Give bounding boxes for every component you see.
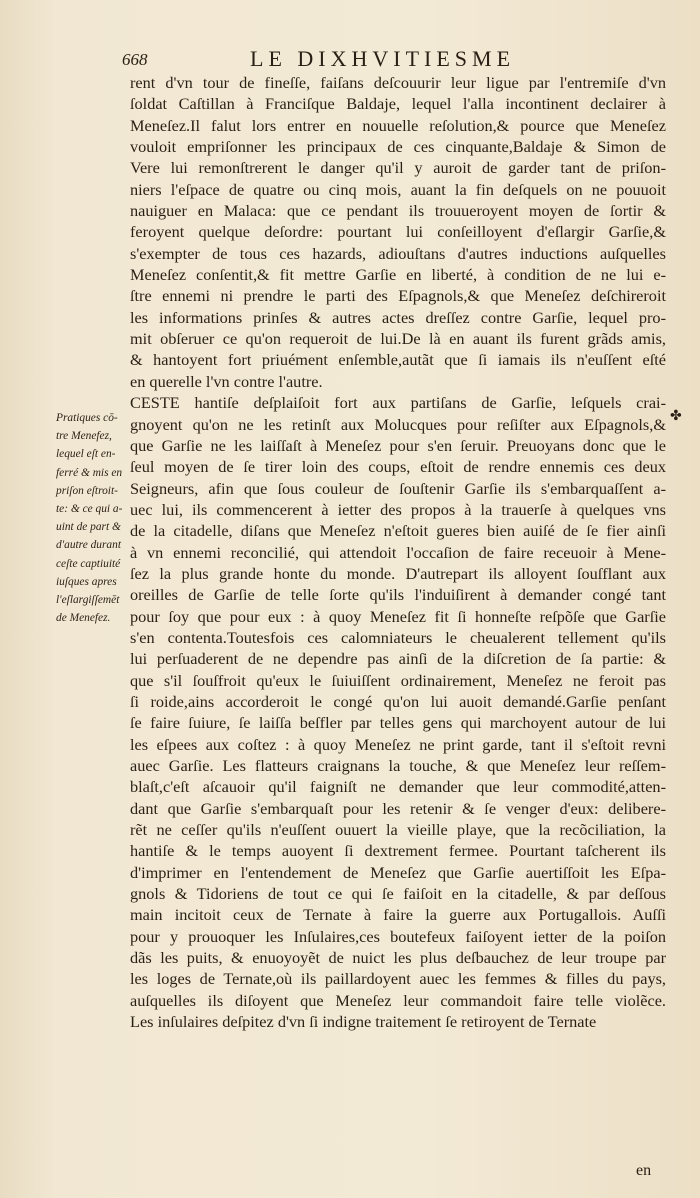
marginal-note-line: ferré & mis en (56, 466, 123, 479)
marginal-note-line: ceſte captiuité (56, 557, 121, 570)
text-line: oreilles de Garſie de telle ſorte qu'ils l'induiſirent à demander congé tant (130, 585, 666, 605)
marginal-note-line: d'autre durant (56, 539, 121, 552)
marginal-note-line: iuſques apres (56, 575, 117, 588)
text-line: dãs les puits, & enuoyoyẽt de nuict les plus deſbauchez de leur troupe par (130, 948, 666, 968)
text-line: s'en contenta.Toutesfois ces calomniateurs le cheualerent tellement qu'ils (130, 627, 666, 647)
marginal-note-line: de Menefez. (56, 612, 111, 625)
text-line: ſoldat Caſtillan à Franciſque Baldaje, lequel l'alla incontinent declairer à (130, 94, 666, 114)
text-line: les informations prinſes & autres actes dreſſez contre Garſie, lequel pro- (130, 307, 666, 327)
running-title: LE DIXHVITIESME (250, 46, 516, 71)
marginal-note-line: uint de part & (56, 521, 121, 534)
body-text (130, 72, 666, 1032)
text-line: CESTE hantiſe deſplaiſoit fort aux partiſans de Garſie, leſquels crai- (130, 393, 666, 413)
text-line: Les inſulaires deſpitez d'vn ſi indigne traitement ſe retiroyent de Ternate (130, 1012, 597, 1032)
marginal-note-line: lequel eſt en- (56, 448, 116, 461)
text-line: vouloit empriſonner les principaux de ces cinquante,Baldaje & Simon de (130, 137, 666, 157)
text-line: que s'il ſouſfroit qu'eux le ſuiuiſſent ordinairement, Meneſez ne feroit pas (130, 670, 666, 690)
catchword: en (636, 1162, 652, 1179)
text-line: blaſt,c'eſt aſcauoir qu'il faigniſt ne demander que leur commodité,atten- (130, 777, 666, 797)
text-line: de la citadelle, diſans que Meneſez n'eſtoit gueres bien auiſé de ſe fier ainſi (130, 521, 666, 541)
text-line: mit obſeruer ce qu'on requeroit de lui.De là en auant ils furent grãds amis, (130, 329, 666, 349)
text-line: nauiguer en Malaca: que ce pendant ils trouueroyent moyen de ſortir & (130, 201, 666, 221)
text-line: feroyent quelque deſordre: pourtant lui conſeilloyent d'eſlargir Garſie,& (130, 222, 666, 242)
text-line: main incitoit ceux de Ternate à faire la guerre aux Portugallois. Auſſi (130, 905, 666, 925)
marginal-note-line: te: & ce qui a- (56, 503, 123, 516)
text-line: s'exempter de tous ces hazards, adiouſtans d'autres inductions auſquelles (130, 243, 666, 263)
text-line: ſeul moyen de ſe tirer loin des coups, eſtoit de rendre ennemis ces deux (130, 457, 666, 477)
fleuron-marker: ✤ (670, 409, 682, 424)
marginal-note-line: tre Menefez, (56, 430, 112, 443)
text-line: Meneſez conſentit,& fit mettre Garſie en liberté, à condition de ne lui e- (130, 265, 666, 285)
text-line: rent d'vn tour de fineſſe, faiſans deſcouurir leur ligue par l'entremiſe d'vn (130, 73, 666, 92)
text-line: & hantoyent fort priuément enſemble,autãt que ſi iamais ils n'euſſent eſté (130, 350, 666, 370)
text-line: à vn ennemi reconcilié, qui attendoit l'occaſion de faire receuoir à Mene- (130, 542, 666, 562)
text-line: Meneſez.Il falut lors entrer en nouuelle reſolution,& pource que Meneſez (130, 115, 666, 135)
page-number: 668 (122, 50, 148, 69)
page-header (122, 40, 662, 74)
marginal-note (56, 409, 128, 627)
text-line: rẽt ne ceſſer qu'ils n'euſſent ouuert la vieille playe, que la recõciliation, la (130, 820, 666, 840)
text-line: ſtre ennemi ni prendre le parti des Eſpagnols,& que Meneſez deſchireroit (130, 286, 666, 306)
text-line: uec lui, ils commencerent à ietter des propos à la trauerſe à quelques vns (130, 499, 666, 519)
text-line: hantiſe & le temps auoyent ſi dextrement fermee. Pourtant taſcherent ils (130, 841, 666, 861)
text-line: gnols & Tidoriens de tout ce qui ſe faiſoit en la citadelle, & par deſſous (130, 884, 666, 904)
text-line: ſez la plus grande honte du monde. D'autrepart ils alloyent ſouſflant aux (130, 563, 666, 583)
marginal-note-line: priſon eſtroit- (56, 484, 118, 497)
text-line: Seigneurs, afin que ſous couleur de ſouſtenir Garſie ils s'embarquaſſent a- (130, 478, 666, 498)
text-line: d'imprimer en l'entendement de Meneſez que Garſie auertiſſoit les Eſpa- (130, 862, 666, 882)
text-line: que Garſie ne les laiſſaſt à Meneſez pour s'en ſeruir. Preuoyans donc que le (130, 435, 666, 455)
text-line: gnoyent qu'on ne les retinſt aux Molucques pour reſiſter aux Eſpagnols,& (130, 414, 666, 434)
text-line: auſquelles ils diſoyent que Meneſez leur commandoit faire telle violẽce. (130, 990, 666, 1010)
text-line: pour ſoy que pour eux : à quoy Meneſez fit ſi honneſte reſpõſe que Garſie (130, 606, 666, 626)
marginal-note-line: Pratiques cō- (56, 412, 118, 424)
text-line: dant que Garſie s'embarquaſt pour les retenir & ſe venger d'eux: delibere- (130, 798, 666, 818)
text-line: en querelle l'vn contre l'autre. (130, 371, 323, 391)
text-line: les eſpees aux coſtez : à quoy Meneſez ne print garde, tant il s'eſtoit revni (130, 734, 666, 754)
text-line: niers l'eſpace de quatre ou cinq mois, auant la fin deſquels on ne pouuoit (130, 179, 666, 199)
text-line: pour y prouoquer les Inſulaires,ces boutefeux faiſoyent ietter de la poiſon (130, 926, 666, 946)
text-line: Vere lui remonſtrerent le danger qu'il y auroit de garder tant de priſon- (130, 158, 666, 178)
text-line: ſe faire ſuiure, ſe laiſſa beſfler par telles gens qui marchoyent autour de lui (130, 713, 666, 733)
text-line: ſi roide,ains accorderoit le congé qu'on lui auoit demandé.Garſie penſant (130, 691, 666, 711)
text-line: les loges de Ternate,où ils paillardoyent auec les femmes & filles du pays, (130, 969, 666, 989)
text-line: auec Garſie. Les flatteurs craignans la touche, & que Meneſez leur reſſem- (130, 756, 666, 775)
text-line: lui perſuaderent de ne dependre pas ainſi de la diſcretion de ſa partie: & (130, 649, 666, 669)
marginal-note-line: l'eſlargiſſemēt (56, 594, 120, 607)
